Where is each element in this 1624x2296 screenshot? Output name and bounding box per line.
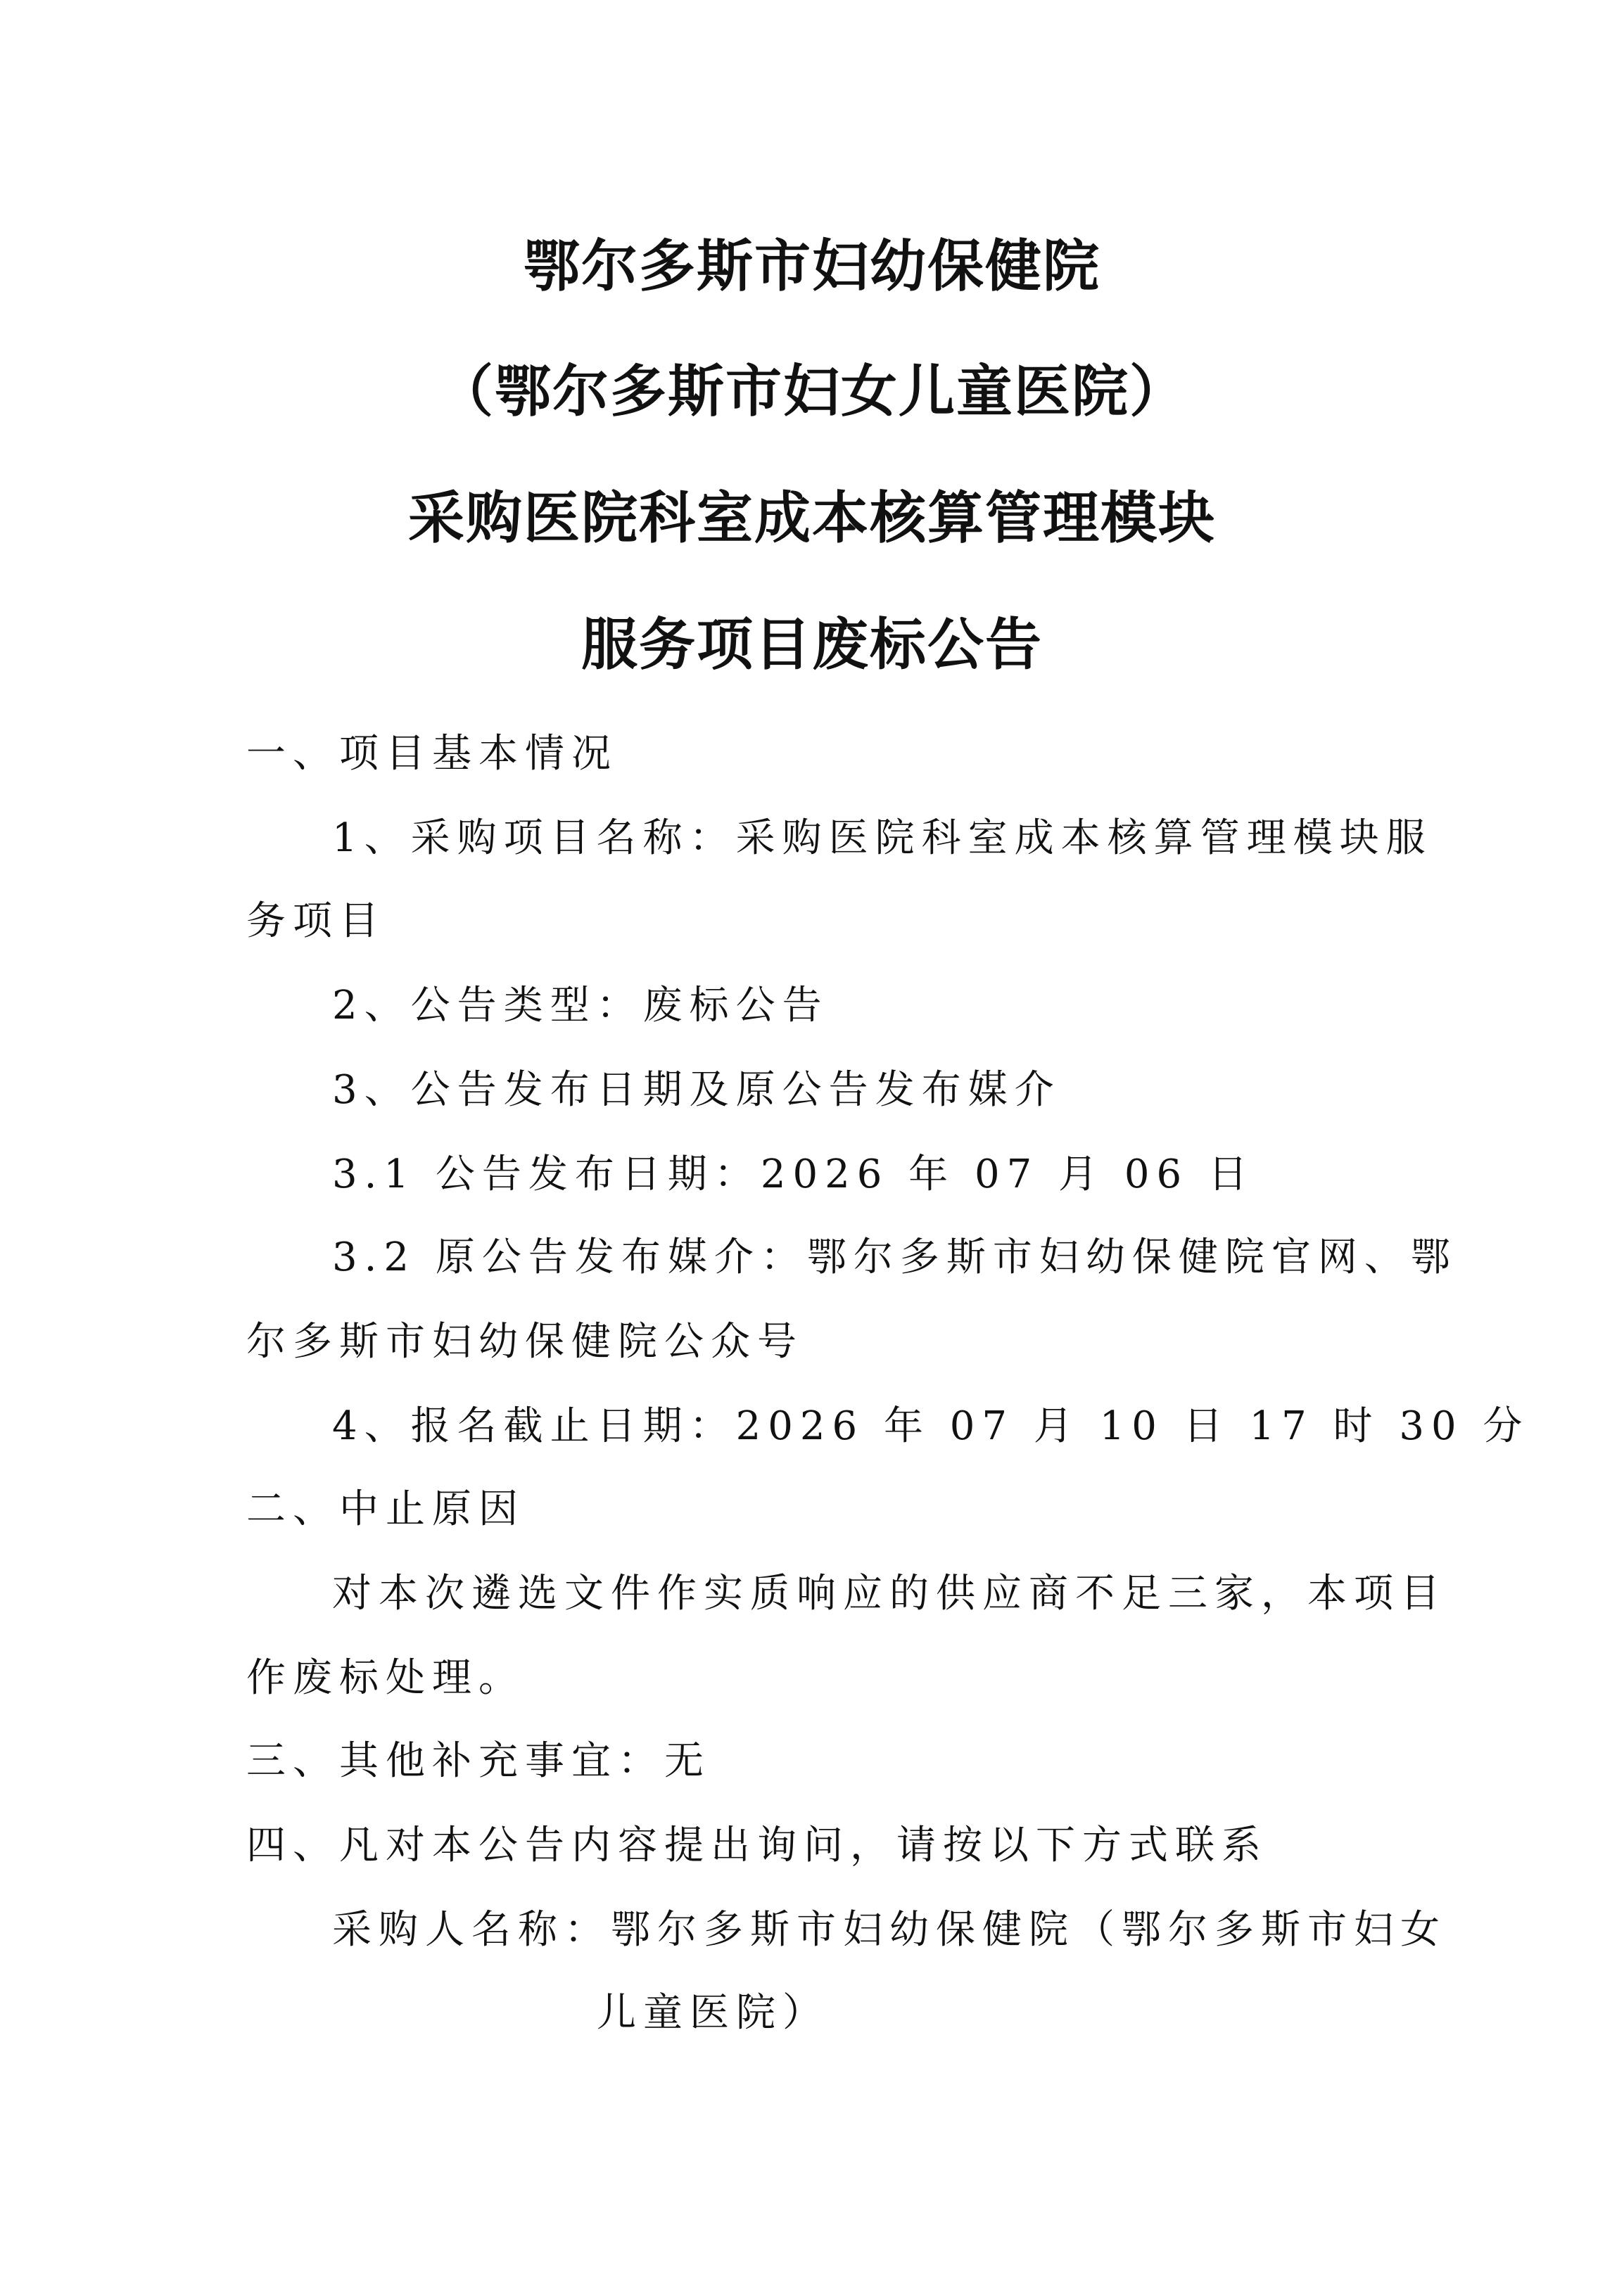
section-1-heading: 一、项目基本情况 (246, 731, 618, 777)
document-title-line-1: 鄂尔多斯市妇幼保健院 (524, 233, 1100, 299)
document-title-line-2: （鄂尔多斯市妇女儿童医院） (437, 358, 1187, 424)
section-2-body: 对本次遴选文件作实质响应的供应商不足三家，本项目 (332, 1571, 1447, 1616)
item-1-project-name-cont: 务项目 (246, 898, 386, 944)
purchaser-name-cont: 儿童医院） (597, 1990, 829, 2036)
item-1-project-name: 1、采购项目名称：采购医院科室成本核算管理模块服 (332, 815, 1433, 861)
section-2-heading: 二、中止原因 (246, 1486, 525, 1532)
item-3-2-original-media: 3.2 原公告发布媒介：鄂尔多斯市妇幼保健院官网、鄂 (332, 1235, 1457, 1280)
purchaser-name: 采购人名称：鄂尔多斯市妇幼保健院（鄂尔多斯市妇女 (332, 1907, 1447, 1953)
item-3-1-publish-date: 3.1 公告发布日期：2026 年 07 月 06 日 (332, 1152, 1255, 1197)
item-3-2-original-media-cont: 尔多斯市妇幼保健院公众号 (246, 1319, 804, 1365)
item-3-publish-info: 3、公告发布日期及原公告发布媒介 (332, 1067, 1061, 1113)
section-2-body-cont: 作废标处理。 (246, 1655, 525, 1701)
item-4-registration-deadline: 4、报名截止日期：2026 年 07 月 10 日 17 时 30 分 (332, 1403, 1530, 1449)
document-title-line-3: 采购医院科室成本核算管理模块 (408, 485, 1216, 551)
section-3-heading: 三、其他补充事宜：无 (246, 1738, 711, 1784)
document-title-line-4: 服务项目废标公告 (581, 611, 1043, 677)
section-4-heading: 四、凡对本公告内容提出询问，请按以下方式联系 (246, 1823, 1268, 1868)
item-2-notice-type: 2、公告类型：废标公告 (332, 983, 829, 1028)
